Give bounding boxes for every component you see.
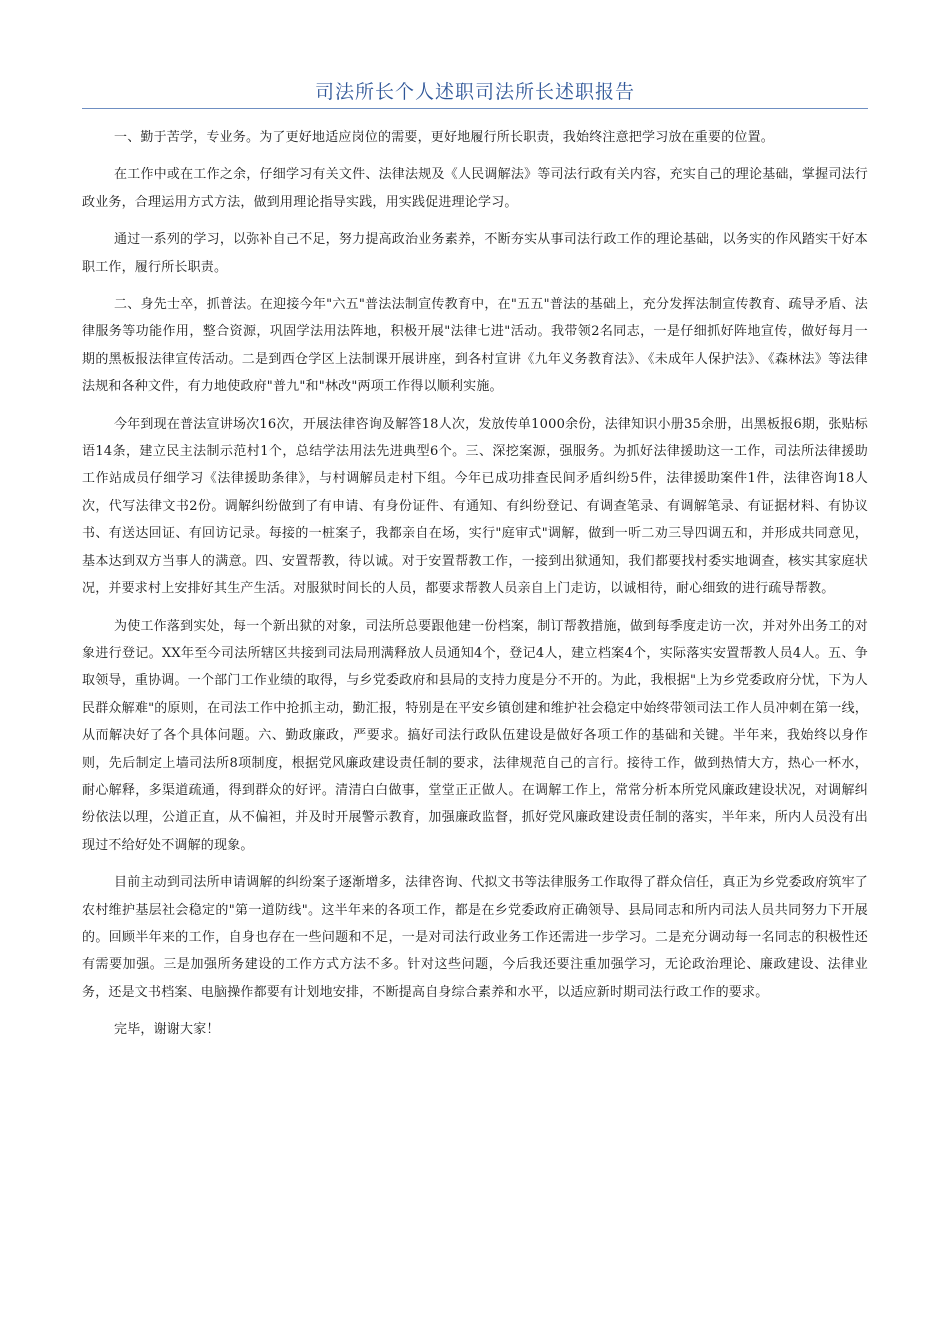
title-divider <box>82 108 868 109</box>
closing-remark: 完毕，谢谢大家！ <box>114 1022 220 1038</box>
paragraph-4: 二、身先士卒，抓普法。在迎接今年"六五"普法法制宣传教育中，在"五五"普法的基础上，充分发挥法制宣传教育、疏导矛盾、法律服务等功能作用，整合资源，巩固学法用法阵地，积极开展"法律七进"活动。我带领2名同志，一是仔细抓好阵地宣传，做好每月一期的黑板报法律宣传活动。二是到西仓学区上法制课开展讲座，到各村宣讲《九年义务教育法》、《未成年人保护法》、《森林法》等法律法规和各种文件，有力地使政府"普九"和"林改"两项工作得以顺利实施。 <box>82 297 868 395</box>
paragraph-6: 为使工作落到实处，每一个新出狱的对象，司法所总要跟他建一份档案，制订帮教措施，做到每季度走访一次，并对外出务工的对象进行登记。XX年至今司法所辖区共接到司法局刑满释放人员通知4个，登记4人，建立档案4个，实际落实安置帮教人员4人。五、争取领导，重协调。一个部门工作业绩的取得，与乡党委政府和县局的支持力度是分不开的。为此，我根据"上为乡党委政府分忧，下为人民群众解难"的原则，在司法工作中抢抓主动，勤汇报，特别是在平安乡镇创建和维护社会稳定中始终带领司法工作人员冲刺在第一线，从而解决好了各个具体问题。六、勤政廉政，严要求。搞好司法行政队伍建设是做好各项工作的基础和关键。半年来，我始终以身作则，先后制定上墙司法所8项制度，根据党风廉政建设责任制的要求，法律规范自己的言行。接待工作，做到热情大方，热心一杯水，耐心解释，多渠道疏通，得到群众的好评。清清白白做事，堂堂正正做人。在调解工作上，常常分析本所党风廉政建设状况，对调解纠纷依法以理，公道正直，从不偏袒，并及时开展警示教育，加强廉政监督，抓好党风廉政建设责任制的落实，半年来，所内人员没有出现过不给好处不调解的现象。 <box>82 618 868 853</box>
paragraph-2: 在工作中或在工作之余，仔细学习有关文件、法律法规及《人民调解法》等司法行政有关内容，充实自己的理论基础，掌握司法行政业务，合理运用方式方法，做到用理论指导实践，用实践促进理论学习。 <box>82 167 868 210</box>
document-page <box>82 78 868 1054</box>
document-title: 司法所长个人述职司法所长述职报告 <box>314 81 635 103</box>
paragraph-1: 一、勤于苦学，专业务。为了更好地适应岗位的需要，更好地履行所长职责，我始终注意把学习放在重要的位置。 <box>114 130 775 145</box>
paragraph-3: 通过一系列的学习，以弥补自己不足，努力提高政治业务素养，不断夯实从事司法行政工作的理论基础，以务实的作风踏实干好本职工作，履行所长职责。 <box>82 232 868 275</box>
paragraph-5: 今年到现在普法宣讲场次16次，开展法律咨询及解答18人次，发放传单1000余份，法律知识小册35余册，出黑板报6期，张贴标语14条，建立民主法制示范村1个，总结学法用法先进典型6个。三、深挖案源，强服务。为抓好法律援助这一工作，司法所法律援助工作站成员仔细学习《法律援助条律》，与村调解员走村下组。今年已成功排查民间矛盾纠纷5件，法律援助案件1件，法律咨询18人次，代写法律文书2份。调解纠纷做到了有申请、有身份证件、有通知、有纠纷登记、有调查笔录、有调解笔录、有证据材料、有协议书、有送达回证、有回访记录。每接的一桩案子，我都亲自在场，实行"庭审式"调解，做到一听二劝三导四调五和，并形成共同意见，基本达到双方当事人的满意。四、安置帮教，待以诚。对于安置帮教工作，一接到出狱通知，我们都要找村委实地调查，核实其家庭状况，并要求村上安排好其生产生活。对服狱时间长的人员，都要求帮教人员亲自上门走访，以诚相待，耐心细致的进行疏导帮教。 <box>82 416 868 597</box>
paragraph-7: 目前主动到司法所申请调解的纠纷案子逐渐增多，法律咨询、代拟文书等法律服务工作取得了群众信任，真正为乡党委政府筑牢了农村维护基层社会稳定的"第一道防线"。这半年来的各项工作，都是在乡党委政府正确领导、县局同志和所内司法人员共同努力下开展的。回顾半年来的工作，自身也存在一些问题和不足，一是对司法行政业务工作还需进一步学习。二是充分调动每一名同志的积极性还有需要加强。三是加强所务建设的工作方式方法不多。针对这些问题，今后我还要注重加强学习，无论政治理论、廉政建设、法律业务，还是文书档案、电脑操作都要有计划地安排，不断提高自身综合素养和水平，以适应新时期司法行政工作的要求。 <box>82 875 868 1000</box>
